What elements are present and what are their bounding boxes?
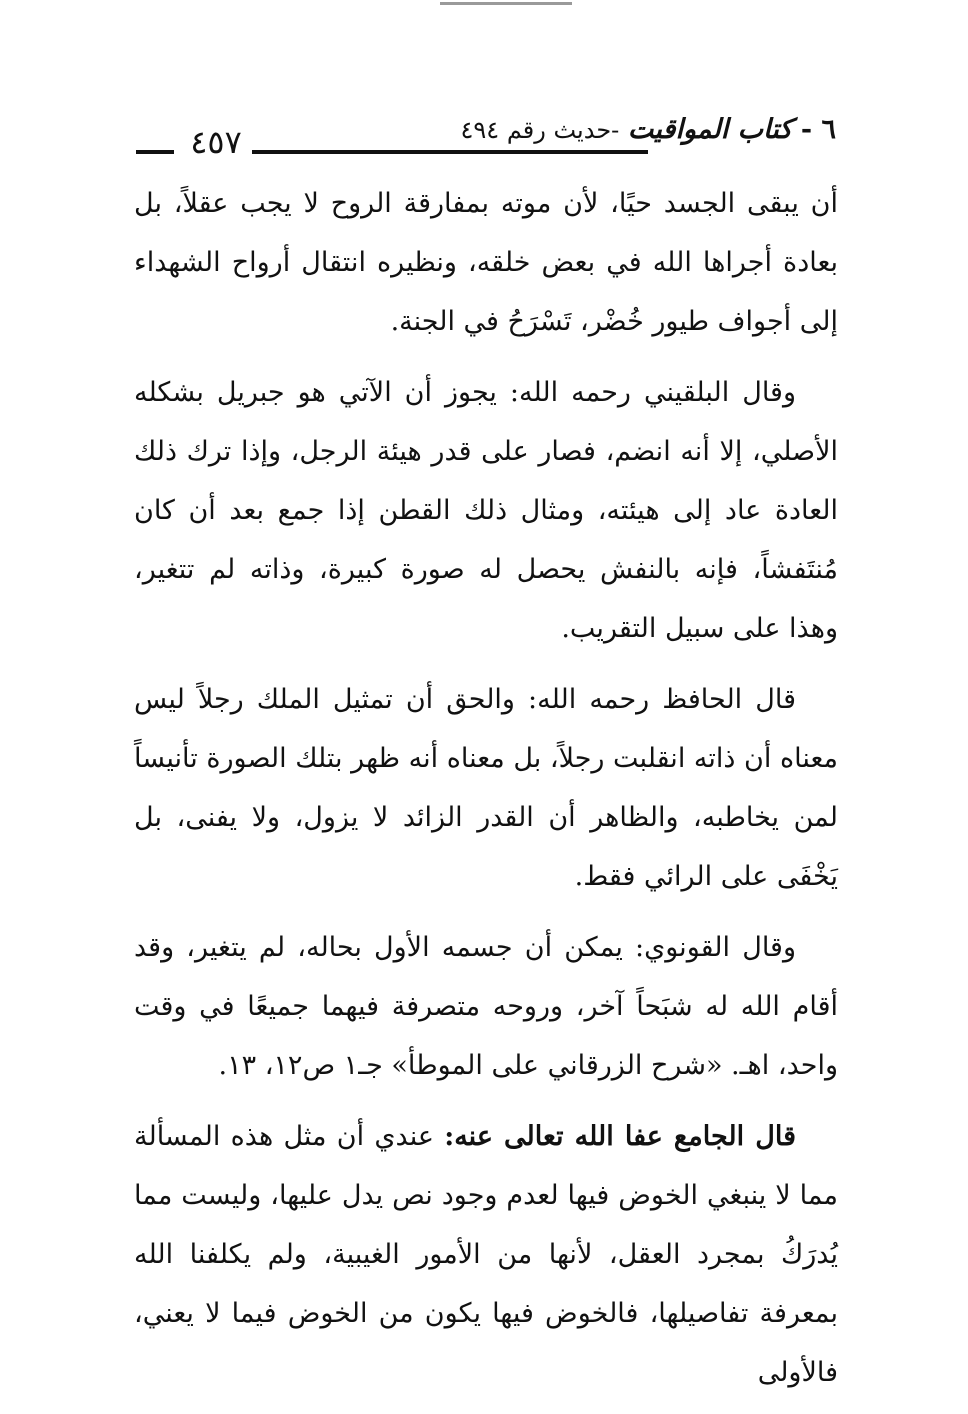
header-rule-end: [136, 150, 174, 154]
paragraph-text: أن يبقى الجسد حيًا، لأن موته بمفارقة الروح لا يجب عقلاً، بل بعادة أجراها الله في بعض خلقه، ونظيره انتقال أرواح الشهداء إلى أجواف طيور خُضْر، تَسْرَحُ في الجنة.: [134, 188, 838, 337]
paragraph-text: عندي أن مثل هذه المسألة مما لا ينبغي الخوض فيها لعدم وجود نص يدل عليها، وليست مما يُدرَكُ بمجرد العقل، لأنها من الأمور الغيبية، ولم يكلفنا الله بمعرفة تفاصيلها، فالخوض فيها يكون من الخوض فيما لا يعني، فالأولى: [134, 1121, 838, 1388]
top-decorative-rule: [440, 2, 572, 5]
paragraph-text: وقال القونوي: يمكن أن جسمه الأول بحاله، لم يتغير، وقد أقام الله له شبَحاً آخر، وروحه متصرفة فيهما جميعًا في وقت واحد، اهـ. «شرح الزرقاني على الموطأ» جـ١ ص١٢، ١٣.: [134, 932, 838, 1081]
hadith-number: -حديث رقم ٤٩٤: [460, 116, 620, 144]
book-title: كتاب المواقيت: [627, 114, 793, 145]
paragraph-speaker: قال الجامع عفا الله تعالى عنه:: [444, 1121, 796, 1152]
paragraph-text: وقال البلقيني رحمه الله: يجوز أن الآتي هو جبريل بشكله الأصلي، إلا أنه انضم، فصار على قدر هيئة الرجل، وإذا ترك ذلك العادة عاد إلى هيئته، ومثال ذلك القطن إذا جمع بعد أن كان مُنتَفشاً، فإنه بالنفش يحصل له صورة كبيرة، وذاته لم تتغير، وهذا على سبيل التقريب.: [134, 377, 838, 644]
paragraph-text: قال الحافظ رحمه الله: والحق أن تمثيل الملك رجلاً ليس معناه أن ذاته انقلبت رجلاً، بل معناه أنه ظهر بتلك الصورة تأنيساً لمن يخاطبه، والظاهر أن القدر الزائد لا يزول، ولا يفنى، بل يَخْفَى على الرائي فقط.: [134, 684, 838, 892]
page-number: ٤٥٧: [190, 123, 242, 161]
paragraph-5: [134, 1107, 838, 1402]
paragraph-2: [134, 363, 838, 658]
page-body: [134, 174, 838, 1414]
header-rule: [252, 150, 648, 154]
page-header: [136, 112, 836, 160]
paragraph-4: [134, 918, 838, 1095]
paragraph-3: [134, 670, 838, 906]
chapter-number: ٦ -: [800, 114, 836, 145]
running-title: [461, 112, 836, 148]
paragraph-1: [134, 174, 838, 351]
